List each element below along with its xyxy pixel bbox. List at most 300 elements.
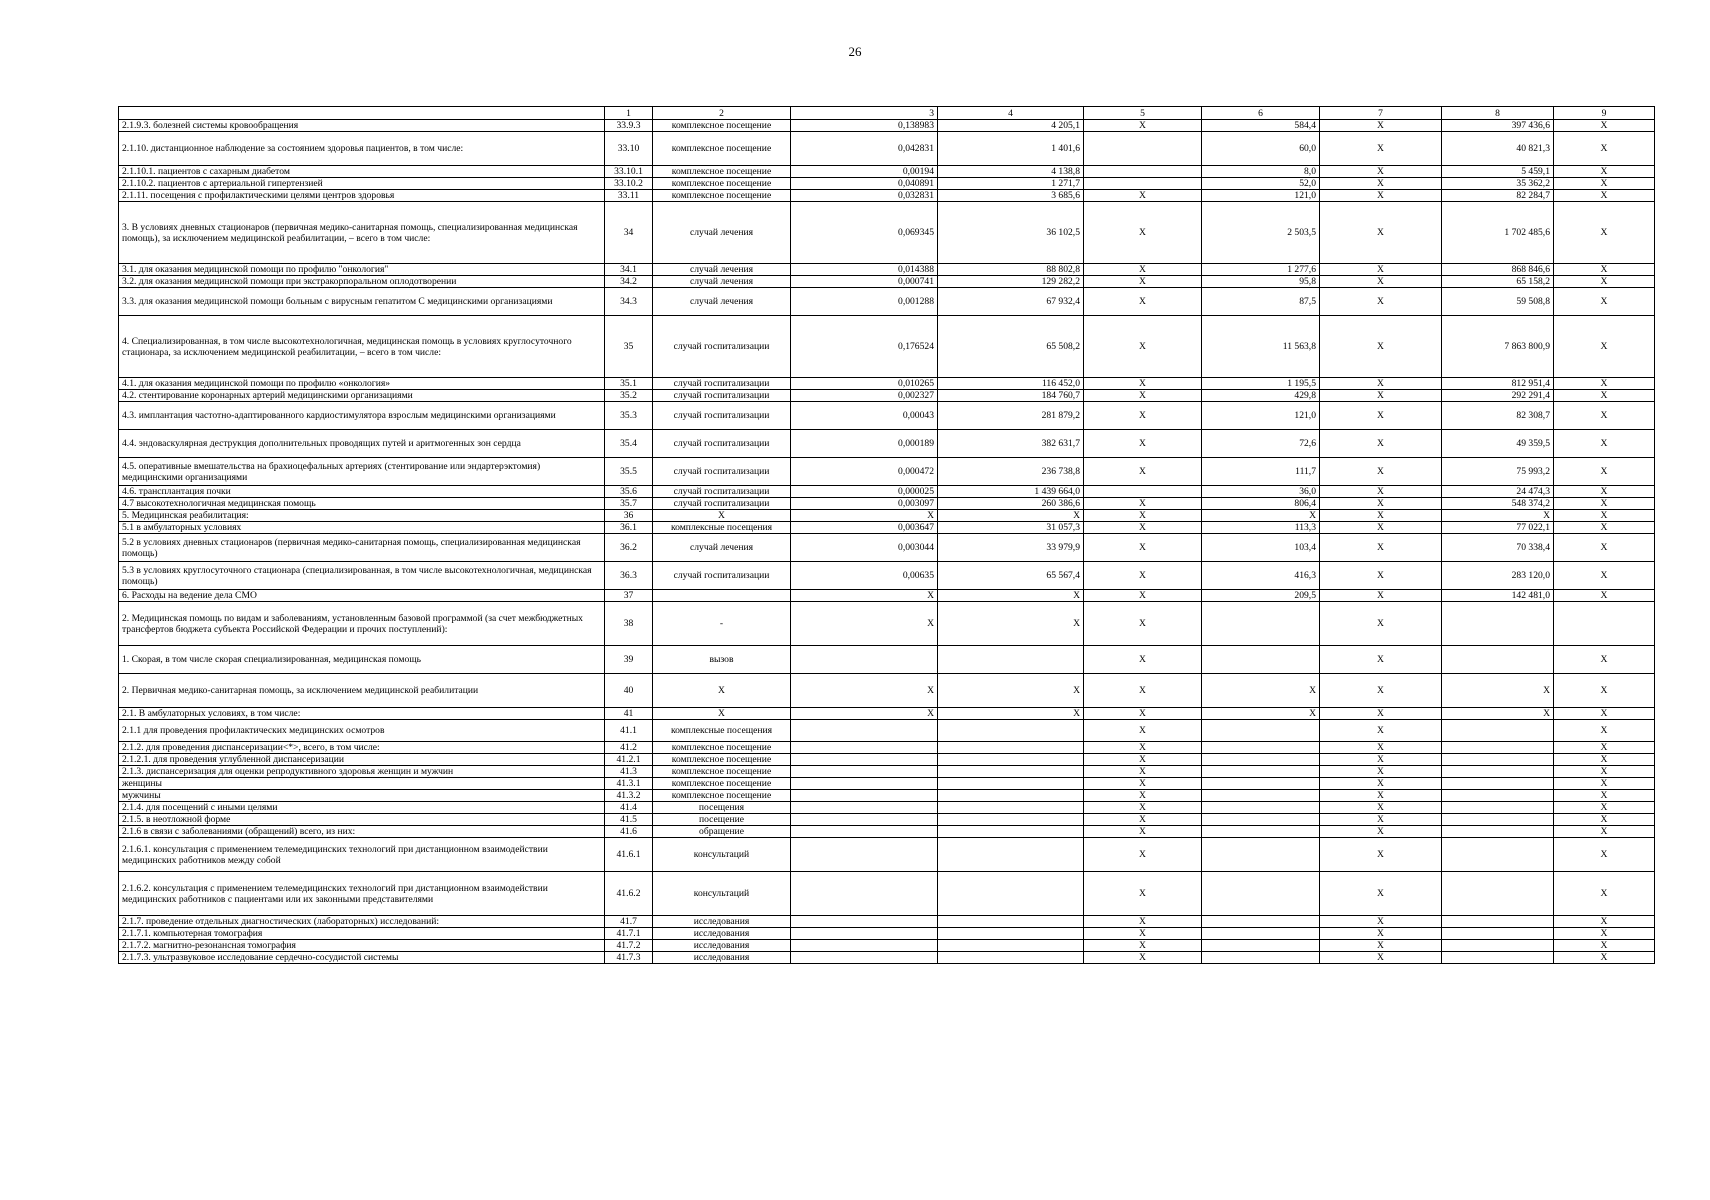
table-body [119,120,1655,964]
table-cell [938,826,1084,838]
table-cell: 0,003097 [791,498,938,510]
table-cell: 2 503,5 [1202,202,1320,264]
table-cell: X [1320,120,1442,132]
table-cell: X [1554,276,1655,288]
table-cell: X [791,674,938,708]
table-cell [1202,646,1320,674]
table-cell: 0,040891 [791,178,938,190]
table-cell: 584,4 [1202,120,1320,132]
table-cell: 34 [605,202,653,264]
table-cell: X [938,590,1084,602]
table-cell: обращение [653,826,791,838]
table-cell: X [1554,790,1655,802]
table-cell [791,940,938,952]
table-cell: 24 474,3 [1442,486,1554,498]
table-cell: 33.10 [605,132,653,166]
table-row [119,872,1655,916]
table-cell: 36.3 [605,562,653,590]
table-cell: X [1554,916,1655,928]
table-cell: 41.3.1 [605,778,653,790]
table-cell: X [1320,178,1442,190]
table-cell: случай лечения [653,534,791,562]
table-cell: X [1320,754,1442,766]
table-cell: консультаций [653,838,791,872]
table-cell [1202,754,1320,766]
table-cell: 4.5. оперативные вмешательства на брахиоцефальных артериях (стентирование или эндартерэктомия) медицинскими организациями [119,458,605,486]
table-row [119,928,1655,940]
table-cell: X [1084,916,1202,928]
table-cell [1202,766,1320,778]
table-row [119,178,1655,190]
table-cell: 429,8 [1202,390,1320,402]
table-cell [1442,720,1554,742]
column-header: 1 [605,107,653,120]
table-cell: исследования [653,940,791,952]
table-cell: X [938,602,1084,646]
table-cell: исследования [653,916,791,928]
table-cell: 812 951,4 [1442,378,1554,390]
table-cell: X [1320,316,1442,378]
table-cell: X [1554,674,1655,708]
table-row [119,534,1655,562]
table-cell: X [1320,826,1442,838]
table-cell: 60,0 [1202,132,1320,166]
table-cell: 4.3. имплантация частотно-адаптированного кардиостимулятора взрослым медицинскими организациями [119,402,605,430]
table-cell: 34.2 [605,276,653,288]
table-cell [1202,602,1320,646]
table-cell [791,778,938,790]
table-cell: X [1320,646,1442,674]
table-cell: X [1320,390,1442,402]
table-cell: X [1554,202,1655,264]
table-row [119,916,1655,928]
table-cell: 35.3 [605,402,653,430]
table-cell: 2.1. В амбулаторных условиях, в том числе: [119,708,605,720]
table-cell: случай госпитализации [653,458,791,486]
table-cell: 2.1.10.1. пациентов с сахарным диабетом [119,166,605,178]
table-cell: X [1320,940,1442,952]
table-cell: X [791,708,938,720]
table-cell: мужчины [119,790,605,802]
table-cell: X [1320,802,1442,814]
table-cell: X [1320,288,1442,316]
table-cell: X [1554,264,1655,276]
table-cell: X [1084,264,1202,276]
table-cell: X [1320,510,1442,522]
table-cell: 4. Специализированная, в том числе высокотехнологичная, медицинская помощь в условиях круглосуточного стационара, за исключением медицинской реабилитации, – всего в том числе: [119,316,605,378]
table-cell: X [1084,458,1202,486]
table-cell: 103,4 [1202,534,1320,562]
table-cell: 0,138983 [791,120,938,132]
table-cell [1442,766,1554,778]
table-cell: X [1084,826,1202,838]
table-cell: случай лечения [653,276,791,288]
table-cell: 0,003044 [791,534,938,562]
table-cell: 0,003647 [791,522,938,534]
table-cell: 5.1 в амбулаторных условиях [119,522,605,534]
table-cell: 548 374,2 [1442,498,1554,510]
table-cell: 121,0 [1202,190,1320,202]
table-cell: 77 022,1 [1442,522,1554,534]
table-cell: 2.1.10. дистанционное наблюдение за состоянием здоровья пациентов, в том числе: [119,132,605,166]
column-header: 2 [653,107,791,120]
table-cell: 65 158,2 [1442,276,1554,288]
table-cell [1442,838,1554,872]
table-cell: 0,002327 [791,390,938,402]
table-cell: X [1084,940,1202,952]
table-cell: 5.2 в условиях дневных стационаров (первичная медико-санитарная помощь, специализированная медицинская помощь) [119,534,605,562]
table-cell: 2.1.7. проведение отдельных диагностических (лабораторных) исследований: [119,916,605,928]
table-cell: X [1554,952,1655,964]
table-cell: X [1554,498,1655,510]
table-cell [1202,802,1320,814]
table-cell [1442,646,1554,674]
table-cell: X [1554,378,1655,390]
table-row [119,458,1655,486]
table-cell: 283 120,0 [1442,562,1554,590]
table-cell: 52,0 [1202,178,1320,190]
table-cell [653,590,791,602]
table-cell: X [1554,166,1655,178]
table-cell: X [938,674,1084,708]
table-cell: X [1084,790,1202,802]
table-cell: 33.10.2 [605,178,653,190]
table-row [119,720,1655,742]
table-cell: 41.7 [605,916,653,928]
table-cell: X [1554,562,1655,590]
table-cell: X [1320,602,1442,646]
table-cell [791,872,938,916]
table-cell [938,778,1084,790]
table-cell [1442,940,1554,952]
table-cell: X [1320,742,1442,754]
table-cell: 0,000741 [791,276,938,288]
table-cell: X [1554,778,1655,790]
table-cell: 41.3.2 [605,790,653,802]
table-cell: X [1442,674,1554,708]
table-cell: 49 359,5 [1442,430,1554,458]
table-cell [1084,132,1202,166]
table-cell: комплексное посещение [653,166,791,178]
table-cell: X [1084,778,1202,790]
table-cell: X [1320,872,1442,916]
table-cell [938,646,1084,674]
table-cell [938,814,1084,826]
column-header: 5 [1084,107,1202,120]
table-cell [938,754,1084,766]
table-cell: X [1084,202,1202,264]
table-cell: 40 821,3 [1442,132,1554,166]
table-cell: 0,032831 [791,190,938,202]
table-cell [1202,838,1320,872]
table-cell: 35.4 [605,430,653,458]
table-cell [938,940,1084,952]
table-cell [1442,802,1554,814]
table-cell: X [791,602,938,646]
table-cell: X [1084,602,1202,646]
table-cell: X [1084,430,1202,458]
table-cell: исследования [653,928,791,940]
table-row [119,430,1655,458]
table-cell: X [1320,814,1442,826]
table-cell: 11 563,8 [1202,316,1320,378]
table-cell: 41 [605,708,653,720]
table-cell [1202,778,1320,790]
table-cell [1442,952,1554,964]
table-cell: 4.6. трансплантация почки [119,486,605,498]
table-cell: X [1320,190,1442,202]
table-cell: 41.7.2 [605,940,653,952]
table-cell [938,720,1084,742]
table-cell: 0,176524 [791,316,938,378]
table-cell [1202,790,1320,802]
table-cell [1442,872,1554,916]
table-cell [1202,928,1320,940]
table-cell: 2.1.4. для посещений с иными целями [119,802,605,814]
table-cell: X [1084,720,1202,742]
table-cell: X [1084,390,1202,402]
table-cell: 2.1.7.3. ультразвуковое исследование сердечно-сосудистой системы [119,952,605,964]
table-cell [791,766,938,778]
table-cell: 2.1.3. диспансеризация для оценки репродуктивного здоровья женщин и мужчин [119,766,605,778]
table-cell: X [1202,708,1320,720]
table-cell: X [1084,288,1202,316]
table-cell: X [653,510,791,522]
table-cell: 41.2 [605,742,653,754]
table-cell: X [1554,534,1655,562]
table-cell: 2.1.6.2. консультация с применением телемедицинских технологий при дистанционном взаимодействии медицинских работников с пациентами или их законными представителями [119,872,605,916]
table-cell [1202,940,1320,952]
table-cell: X [1554,766,1655,778]
table-cell [791,952,938,964]
table-row [119,120,1655,132]
table-row [119,778,1655,790]
table-cell: X [1554,802,1655,814]
table-cell: 0,000025 [791,486,938,498]
table-cell: X [1320,486,1442,498]
table-cell: X [1084,872,1202,916]
table-cell: посещения [653,802,791,814]
table-cell: вызов [653,646,791,674]
table-cell [1442,826,1554,838]
table-row [119,390,1655,402]
table-row [119,766,1655,778]
table-cell: 36 [605,510,653,522]
table-cell [791,826,938,838]
table-cell: 2.1.5. в неотложной форме [119,814,605,826]
table-row [119,264,1655,276]
table-cell: 129 282,2 [938,276,1084,288]
table-cell: X [1554,826,1655,838]
table-cell [791,754,938,766]
table-cell: X [1554,928,1655,940]
table-cell: 36.2 [605,534,653,562]
table-cell: 184 760,7 [938,390,1084,402]
table-cell: X [1320,838,1442,872]
table-cell: 39 [605,646,653,674]
table-row [119,802,1655,814]
table-cell [1442,778,1554,790]
table-cell: 35 362,2 [1442,178,1554,190]
table-cell: случай лечения [653,288,791,316]
table-cell: X [1084,120,1202,132]
table-cell: X [791,590,938,602]
table-cell: X [1320,916,1442,928]
table-cell [791,838,938,872]
table-cell: X [1320,430,1442,458]
table-cell: X [1202,674,1320,708]
table-cell: X [791,510,938,522]
table-cell: X [938,510,1084,522]
table-cell: 88 802,8 [938,264,1084,276]
table-cell: X [1320,928,1442,940]
table-cell: 0,042831 [791,132,938,166]
table-cell: исследования [653,952,791,964]
table-cell: X [1320,498,1442,510]
table-row [119,202,1655,264]
table-cell: 34.3 [605,288,653,316]
table-cell [1202,952,1320,964]
table-cell [1202,872,1320,916]
table-cell: комплексное посещение [653,754,791,766]
table-cell: 70 338,4 [1442,534,1554,562]
table-cell [938,928,1084,940]
table-cell: 0,000189 [791,430,938,458]
table-row [119,708,1655,720]
table-cell: 3.3. для оказания медицинской помощи больным с вирусным гепатитом С медицинскими организациями [119,288,605,316]
table-cell: X [1554,742,1655,754]
table-cell: X [1084,562,1202,590]
table-cell: X [1554,814,1655,826]
table-cell: 72,6 [1202,430,1320,458]
table-cell [791,916,938,928]
table-cell: случай лечения [653,264,791,276]
table-cell: X [1084,742,1202,754]
table-cell [938,802,1084,814]
table-cell: X [1320,790,1442,802]
table-cell: 397 436,6 [1442,120,1554,132]
table-cell: X [1084,510,1202,522]
table-cell: X [1320,264,1442,276]
table-cell: 2. Первичная медико-санитарная помощь, за исключением медицинской реабилитации [119,674,605,708]
table-row [119,288,1655,316]
table-cell: случай госпитализации [653,498,791,510]
document-sheet [118,106,1654,964]
table-cell: 33.11 [605,190,653,202]
table-cell: комплексное посещение [653,778,791,790]
table-cell: X [1320,522,1442,534]
table-cell: X [1554,510,1655,522]
table-row [119,522,1655,534]
table-cell: X [1554,178,1655,190]
table-cell: X [1442,510,1554,522]
table-cell: случай госпитализации [653,316,791,378]
table-cell: случай госпитализации [653,562,791,590]
table-cell: 40 [605,674,653,708]
table-cell: 65 508,2 [938,316,1084,378]
table-cell: 35.2 [605,390,653,402]
table-cell: 35.1 [605,378,653,390]
table-cell: 41.6.2 [605,872,653,916]
table-cell: 1 439 664,0 [938,486,1084,498]
table-cell: 111,7 [1202,458,1320,486]
table-cell: 59 508,8 [1442,288,1554,316]
table-cell: X [1554,646,1655,674]
table-cell: X [1554,590,1655,602]
data-table [118,106,1655,964]
table-cell: 6. Расходы на ведение дела СМО [119,590,605,602]
table-cell: X [1554,754,1655,766]
table-cell: X [1084,522,1202,534]
table-cell: консультаций [653,872,791,916]
table-cell: 36.1 [605,522,653,534]
table-cell: X [1320,276,1442,288]
table-cell [1442,916,1554,928]
table-cell: X [1554,120,1655,132]
table-cell: 33.10.1 [605,166,653,178]
table-cell: 3. В условиях дневных стационаров (первичная медико-санитарная помощь, специализированная медицинская помощь), за исключением медицинской реабилитации, – всего в том числе: [119,202,605,264]
table-cell: 0,00043 [791,402,938,430]
table-cell: X [1554,402,1655,430]
table-cell: X [1554,522,1655,534]
table-cell: 2.1.9.3. болезней системы кровообращения [119,120,605,132]
table-cell: 35.5 [605,458,653,486]
table-row [119,940,1655,952]
table-cell: случай госпитализации [653,378,791,390]
table-cell: случай госпитализации [653,402,791,430]
table-cell [791,802,938,814]
table-cell: - [653,602,791,646]
table-cell: 37 [605,590,653,602]
column-header [119,107,605,120]
table-cell: 4 205,1 [938,120,1084,132]
table-cell: 41.5 [605,814,653,826]
table-cell: 5. Медицинская реабилитация: [119,510,605,522]
table-cell: 2.1.2.1. для проведения углубленной диспансеризации [119,754,605,766]
table-cell: 281 879,2 [938,402,1084,430]
table-cell: 0,000472 [791,458,938,486]
table-row [119,826,1655,838]
table-cell: 113,3 [1202,522,1320,534]
table-cell: 2.1.6 в связи с заболеваниями (обращений) всего, из них: [119,826,605,838]
table-cell: X [1554,458,1655,486]
table-cell [1084,486,1202,498]
table-cell: 2. Медицинская помощь по видам и заболеваниям, установленным базовой программой (за счет межбюджетных трансфертов бюджета субъекта Российской Федерации и прочих поступлений): [119,602,605,646]
table-cell: 1 702 485,6 [1442,202,1554,264]
table-cell: X [1320,766,1442,778]
table-cell: 38 [605,602,653,646]
table-cell: 4.2. стентирование коронарных артерий медицинскими организациями [119,390,605,402]
table-cell: X [1084,316,1202,378]
table-cell: 2.1.7.2. магнитно-резонансная томография [119,940,605,952]
table-cell: случай госпитализации [653,430,791,458]
table-cell: комплексное посещение [653,742,791,754]
table-cell: 4.1. для оказания медицинской помощи по профилю «онкология» [119,378,605,390]
table-row [119,754,1655,766]
table-cell: 4.7 высокотехнологичная медицинская помощь [119,498,605,510]
table-cell: X [1320,720,1442,742]
table-cell: X [938,708,1084,720]
table-cell: X [1442,708,1554,720]
table-row [119,510,1655,522]
table-cell: X [1320,458,1442,486]
table-cell: X [1554,872,1655,916]
table-cell: X [1554,430,1655,458]
table-cell: комплексные посещения [653,720,791,742]
table-cell: 116 452,0 [938,378,1084,390]
table-cell: 7 863 800,9 [1442,316,1554,378]
table-cell [1442,602,1554,646]
